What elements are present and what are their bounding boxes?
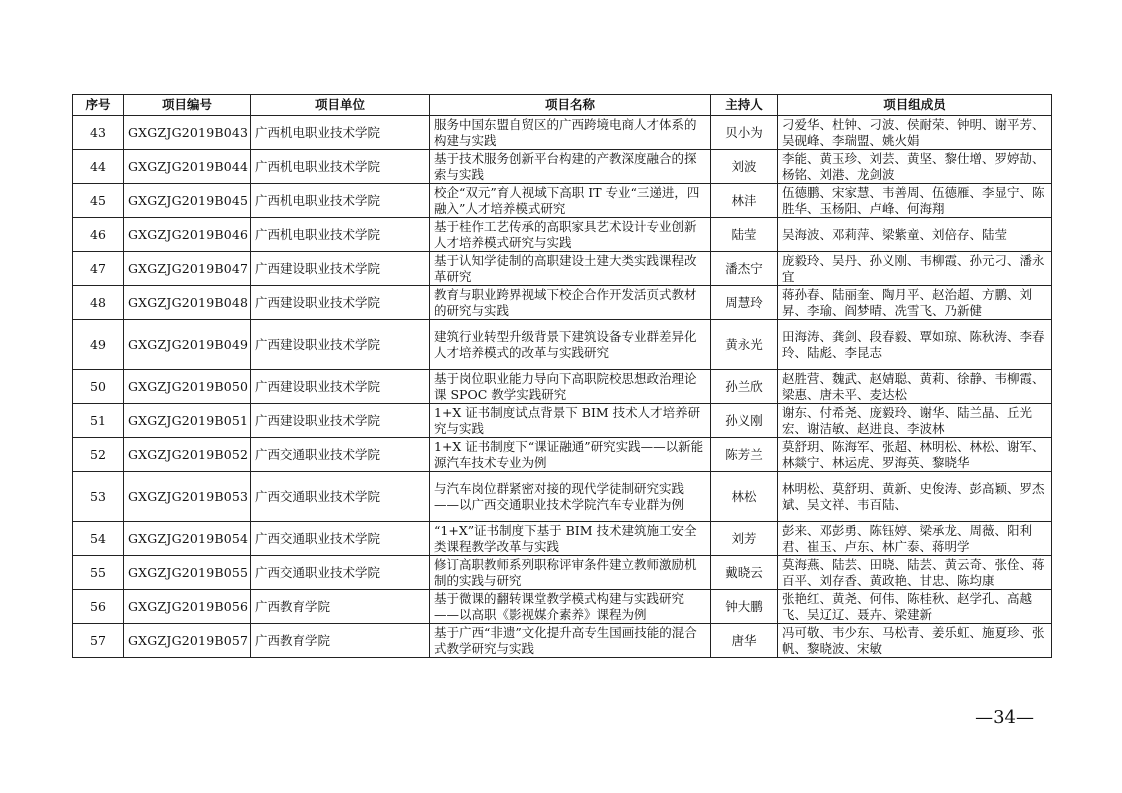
row-index: 49: [73, 320, 124, 370]
row-project-code: GXGZJG2019B045: [124, 184, 251, 218]
row-project-unit: 广西教育学院: [251, 590, 430, 624]
row-members: 彭来、邓彭勇、陈钰婷、梁承龙、周薇、阳利君、崔玉、卢东、林广泰、蒋明学: [778, 522, 1052, 556]
row-project-code: GXGZJG2019B048: [124, 286, 251, 320]
row-members: 莫舒玥、陈海军、张超、林明松、林松、谢军、林燚宁、林运虎、罗海英、黎晓华: [778, 438, 1052, 472]
row-members: 张艳红、黄尧、何伟、陈桂秋、赵学孔、高越飞、吴辽辽、聂卉、梁建新: [778, 590, 1052, 624]
header-project-code: 项目编号: [124, 95, 251, 116]
row-project-name: 基于微课的翻转课堂教学模式构建与实践研究——以高职《影视媒介素养》课程为例: [430, 590, 711, 624]
table-row: [73, 472, 1052, 522]
row-members: 莫海燕、陆芸、田晓、陆芸、黄云奇、张佺、蒋百平、刘存香、黄政艳、甘忠、陈均康: [778, 556, 1052, 590]
row-members: 谢东、付希尧、庞毅玲、谢华、陆兰晶、丘光宏、谢洁敏、赵进良、李波林: [778, 404, 1052, 438]
row-project-code: GXGZJG2019B056: [124, 590, 251, 624]
row-members: 吴海波、邓莉萍、梁紫童、刘倍存、陆莹: [778, 218, 1052, 252]
row-lead: 戴晓云: [711, 556, 778, 590]
row-index: 48: [73, 286, 124, 320]
row-lead: 贝小为: [711, 116, 778, 150]
table-row: [73, 590, 1052, 624]
row-index: 44: [73, 150, 124, 184]
table-header-row: [73, 95, 1052, 116]
row-project-code: GXGZJG2019B053: [124, 472, 251, 522]
table-row: [73, 320, 1052, 370]
row-project-unit: 广西交通职业技术学院: [251, 472, 430, 522]
row-members: 田海涛、龚剑、段春毅、覃如琼、陈秋涛、李春玲、陆彪、李昆志: [778, 320, 1052, 370]
row-project-name: 与汽车岗位群紧密对接的现代学徒制研究实践——以广西交通职业技术学院汽车专业群为例: [430, 472, 711, 522]
row-index: 46: [73, 218, 124, 252]
row-project-code: GXGZJG2019B057: [124, 624, 251, 658]
row-project-code: GXGZJG2019B049: [124, 320, 251, 370]
row-members: 蒋孙春、陆丽奎、陶月平、赵治超、方鹏、刘昇、李瑜、阎梦晴、冼雪飞、乃新健: [778, 286, 1052, 320]
row-project-name: “1+X”证书制度下基于 BIM 技术建筑施工安全类课程教学改革与实践: [430, 522, 711, 556]
row-lead: 林沣: [711, 184, 778, 218]
table-row: [73, 150, 1052, 184]
row-project-name: 建筑行业转型升级背景下建筑设备专业群差异化人才培养模式的改革与实践研究: [430, 320, 711, 370]
row-project-code: GXGZJG2019B043: [124, 116, 251, 150]
row-project-unit: 广西机电职业技术学院: [251, 218, 430, 252]
header-project-unit: 项目单位: [251, 95, 430, 116]
row-project-name: 基于岗位职业能力导向下高职院校思想政治理论课 SPOC 教学实践研究: [430, 370, 711, 404]
row-lead: 陆莹: [711, 218, 778, 252]
row-lead: 周慧玲: [711, 286, 778, 320]
table-row: [73, 522, 1052, 556]
row-lead: 钟大鹏: [711, 590, 778, 624]
header-index: 序号: [73, 95, 124, 116]
table-row: [73, 438, 1052, 472]
row-project-unit: 广西教育学院: [251, 624, 430, 658]
row-project-unit: 广西交通职业技术学院: [251, 556, 430, 590]
row-members: 冯可敬、韦少东、马松青、姜乐虹、施夏珍、张帆、黎晓波、宋敏: [778, 624, 1052, 658]
table-row: [73, 184, 1052, 218]
row-project-name: 1+X 证书制度下“课证融通”研究实践——以新能源汽车技术专业为例: [430, 438, 711, 472]
row-index: 45: [73, 184, 124, 218]
row-members: 赵胜营、魏武、赵婧聪、黄莉、徐静、韦柳霞、梁惠、唐未平、麦达松: [778, 370, 1052, 404]
row-project-name: 基于认知学徒制的高职建设土建大类实践课程改革研究: [430, 252, 711, 286]
row-lead: 黄永光: [711, 320, 778, 370]
row-lead: 林松: [711, 472, 778, 522]
row-lead: 孙义刚: [711, 404, 778, 438]
row-lead: 孙兰欣: [711, 370, 778, 404]
row-lead: 刘波: [711, 150, 778, 184]
row-project-name: 教育与职业跨界视域下校企合作开发活页式教材的研究与实践: [430, 286, 711, 320]
header-lead: 主持人: [711, 95, 778, 116]
table-row: [73, 624, 1052, 658]
row-project-name: 基于技术服务创新平台构建的产教深度融合的探索与实践: [430, 150, 711, 184]
row-members: 刁爱华、杜钟、刁波、侯耐荣、钟明、谢平芳、吴砚峰、李瑞盟、姚火娟: [778, 116, 1052, 150]
row-project-name: 服务中国东盟自贸区的广西跨境电商人才体系的构建与实践: [430, 116, 711, 150]
row-index: 43: [73, 116, 124, 150]
row-project-unit: 广西建设职业技术学院: [251, 286, 430, 320]
table-row: [73, 252, 1052, 286]
row-members: 李能、黄玉珍、刘芸、黄坚、黎仕增、罗婷劼、杨铭、刘港、龙剑波: [778, 150, 1052, 184]
row-project-name: 修订高职教师系列职称评审条件建立教师激励机制的实践与研究: [430, 556, 711, 590]
row-project-unit: 广西机电职业技术学院: [251, 116, 430, 150]
row-project-code: GXGZJG2019B044: [124, 150, 251, 184]
project-table: [72, 94, 1052, 658]
row-project-unit: 广西建设职业技术学院: [251, 404, 430, 438]
row-index: 50: [73, 370, 124, 404]
row-lead: 唐华: [711, 624, 778, 658]
header-project-name: 项目名称: [430, 95, 711, 116]
row-index: 55: [73, 556, 124, 590]
row-project-name: 基于桂作工艺传承的高职家具艺术设计专业创新人才培养模式研究与实践: [430, 218, 711, 252]
row-members: 林明松、莫舒玥、黄新、史俊涛、彭高颖、罗杰斌、吴文祥、韦百陆、: [778, 472, 1052, 522]
row-project-code: GXGZJG2019B047: [124, 252, 251, 286]
row-project-unit: 广西建设职业技术学院: [251, 370, 430, 404]
row-index: 54: [73, 522, 124, 556]
row-project-unit: 广西交通职业技术学院: [251, 438, 430, 472]
row-project-unit: 广西建设职业技术学院: [251, 320, 430, 370]
row-lead: 潘杰宁: [711, 252, 778, 286]
row-project-unit: 广西交通职业技术学院: [251, 522, 430, 556]
header-members: 项目组成员: [778, 95, 1052, 116]
row-project-code: GXGZJG2019B054: [124, 522, 251, 556]
row-project-unit: 广西建设职业技术学院: [251, 252, 430, 286]
table-row: [73, 286, 1052, 320]
row-index: 52: [73, 438, 124, 472]
row-project-code: GXGZJG2019B052: [124, 438, 251, 472]
row-index: 56: [73, 590, 124, 624]
row-lead: 刘芳: [711, 522, 778, 556]
row-members: 伍德鹏、宋家慧、韦善周、伍德雁、李显宁、陈胜华、玉杨阳、卢峰、何海翔: [778, 184, 1052, 218]
table-row: [73, 556, 1052, 590]
row-project-name: 1+X 证书制度试点背景下 BIM 技术人才培养研究与实践: [430, 404, 711, 438]
table-row: [73, 218, 1052, 252]
row-project-name: 校企“双元”育人视域下高职 IT 专业“三递进，四融入”人才培养模式研究: [430, 184, 711, 218]
row-members: 庞毅玲、吴丹、孙义刚、韦柳霞、孙元刁、潘永宜: [778, 252, 1052, 286]
row-project-code: GXGZJG2019B050: [124, 370, 251, 404]
row-index: 57: [73, 624, 124, 658]
row-project-unit: 广西机电职业技术学院: [251, 184, 430, 218]
row-index: 47: [73, 252, 124, 286]
table-row: [73, 116, 1052, 150]
row-project-name: 基于广西“非遗”文化提升高专生国画技能的混合式教学研究与实践: [430, 624, 711, 658]
row-project-unit: 广西机电职业技术学院: [251, 150, 430, 184]
page-number: —34—: [975, 707, 1034, 728]
row-index: 53: [73, 472, 124, 522]
row-project-code: GXGZJG2019B051: [124, 404, 251, 438]
row-lead: 陈芳兰: [711, 438, 778, 472]
table-row: [73, 404, 1052, 438]
table-row: [73, 370, 1052, 404]
row-project-code: GXGZJG2019B046: [124, 218, 251, 252]
row-index: 51: [73, 404, 124, 438]
row-project-code: GXGZJG2019B055: [124, 556, 251, 590]
